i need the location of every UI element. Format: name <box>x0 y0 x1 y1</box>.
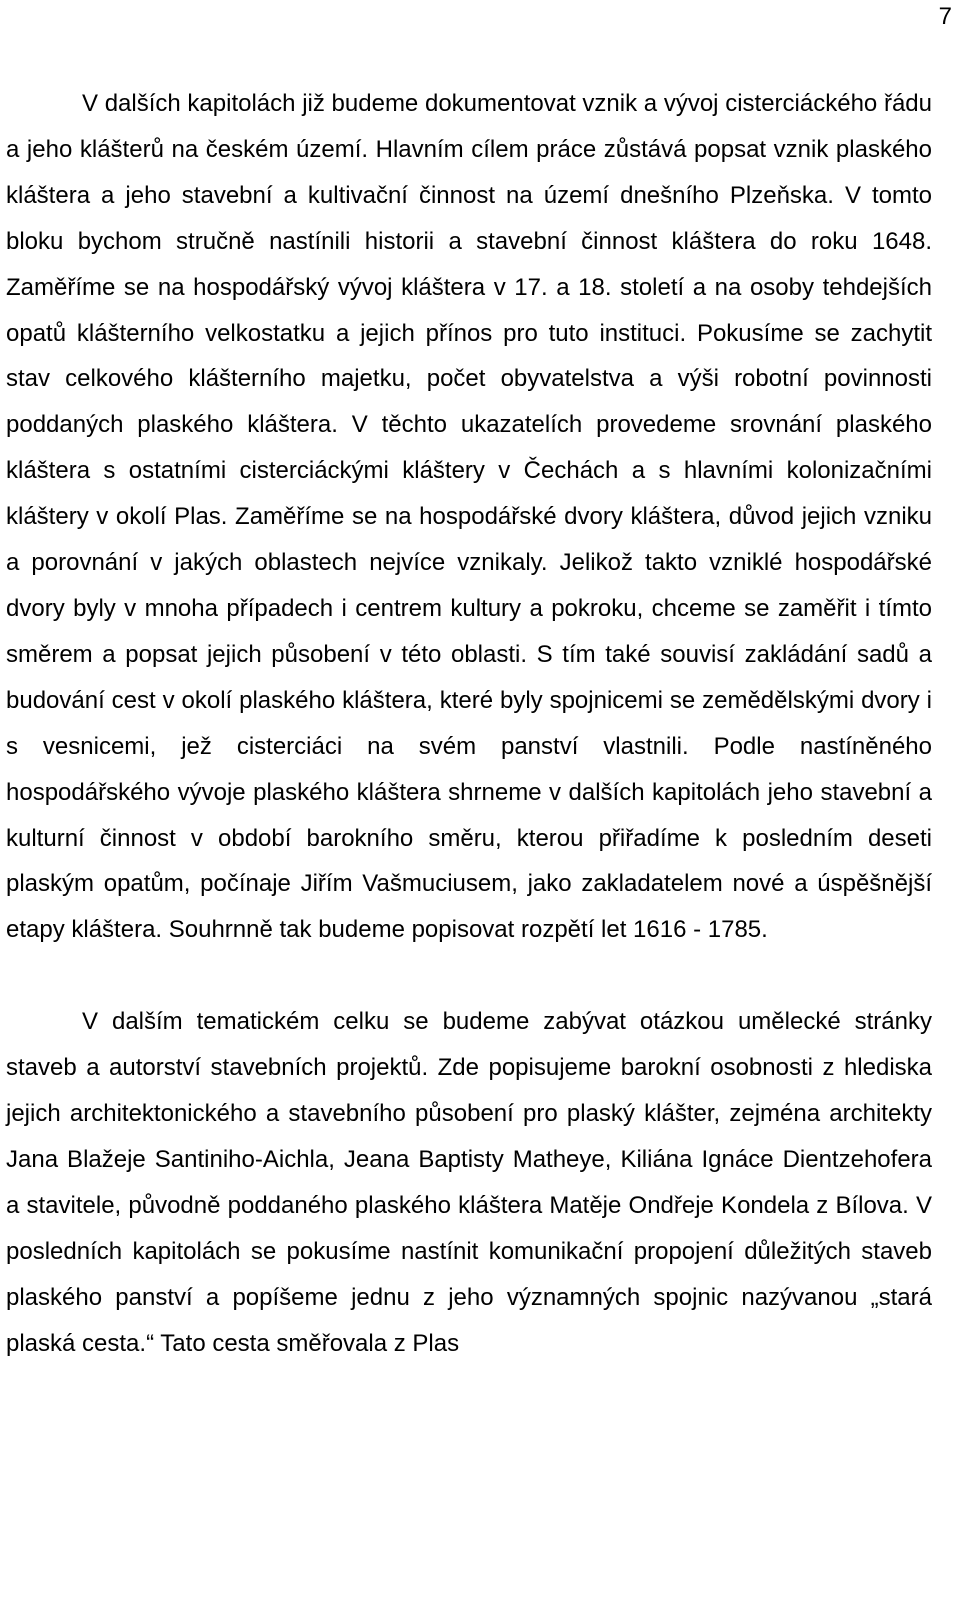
document-body <box>6 81 932 1366</box>
paragraph-2: V dalším tematickém celku se budeme zabývat otázkou umělecké stránky staveb a autorství stavebních projektů. Zde popisujeme barokní osobnosti z hlediska jejich architektonického a stavebního působení pro plaský klášter, zejména architekty Jana Blažeje Santiniho-Aichla, Jeana Baptisty Matheye, Kiliána Ignáce Dientzehofera a stavitele, původně poddaného plaského kláštera Matěje Ondřeje Kondela z Bílova. V posledních kapitolách se pokusíme nastínit komunikační propojení důležitých staveb plaského panství a popíšeme jednu z jeho významných spojnic nazývanou „stará plaská cesta.“ Tato cesta směřovala z Plas <box>6 1008 932 1357</box>
paragraph-1: V dalších kapitolách již budeme dokumentovat vznik a vývoj cisterciáckého řádu a jeho klášterů na českém území. Hlavním cílem práce zůstává popsat vznik plaského kláštera a jeho stavební a kultivační činnost na území dnešního Plzeňska. V tomto bloku bychom stručně nastínili historii a stavební činnost kláštera do roku 1648. Zaměříme se na hospodářský vývoj kláštera v 17. a 18. století a na osoby tehdejších opatů klášterního velkostatku a jejich přínos pro tuto instituci. Pokusíme se zachytit stav celkového klášterního majetku, počet obyvatelstva a výši robotní povinnosti poddaných plaského kláštera. V těchto ukazatelích provedeme srovnání plaského kláštera s ostatními cisterciáckými kláštery v Čechách a s hlavními kolonizačními kláštery v okolí Plas. Zaměříme se na hospodářské dvory kláštera, důvod jejich vzniku a porovnání v jakých oblastech nejvíce vznikaly. Jelikož takto vzniklé hospodářské dvory byly v mnoha případech i centrem kultury a pokroku, chceme se zaměřit i tímto směrem a popsat jejich působení v této oblasti. S tím také souvisí zakládání sadů a budování cest v okolí plaského kláštera, které byly spojnicemi se zemědělskými dvory i s vesnicemi, jež cisterciáci na svém panství vlastnili. Podle nastíněného hospodářského vývoje plaského kláštera shrneme v dalších kapitolách jeho stavební a kulturní činnost v období barokního směru, kterou přiřadíme k posledním deseti plaským opatům, počínaje Jiřím Vašmuciusem, jako zakladatelem nové a úspěšnější etapy kláštera. Souhrnně tak budeme popisovat rozpětí let 1616 - 1785. <box>6 90 932 944</box>
page-number: 7 <box>938 3 952 30</box>
